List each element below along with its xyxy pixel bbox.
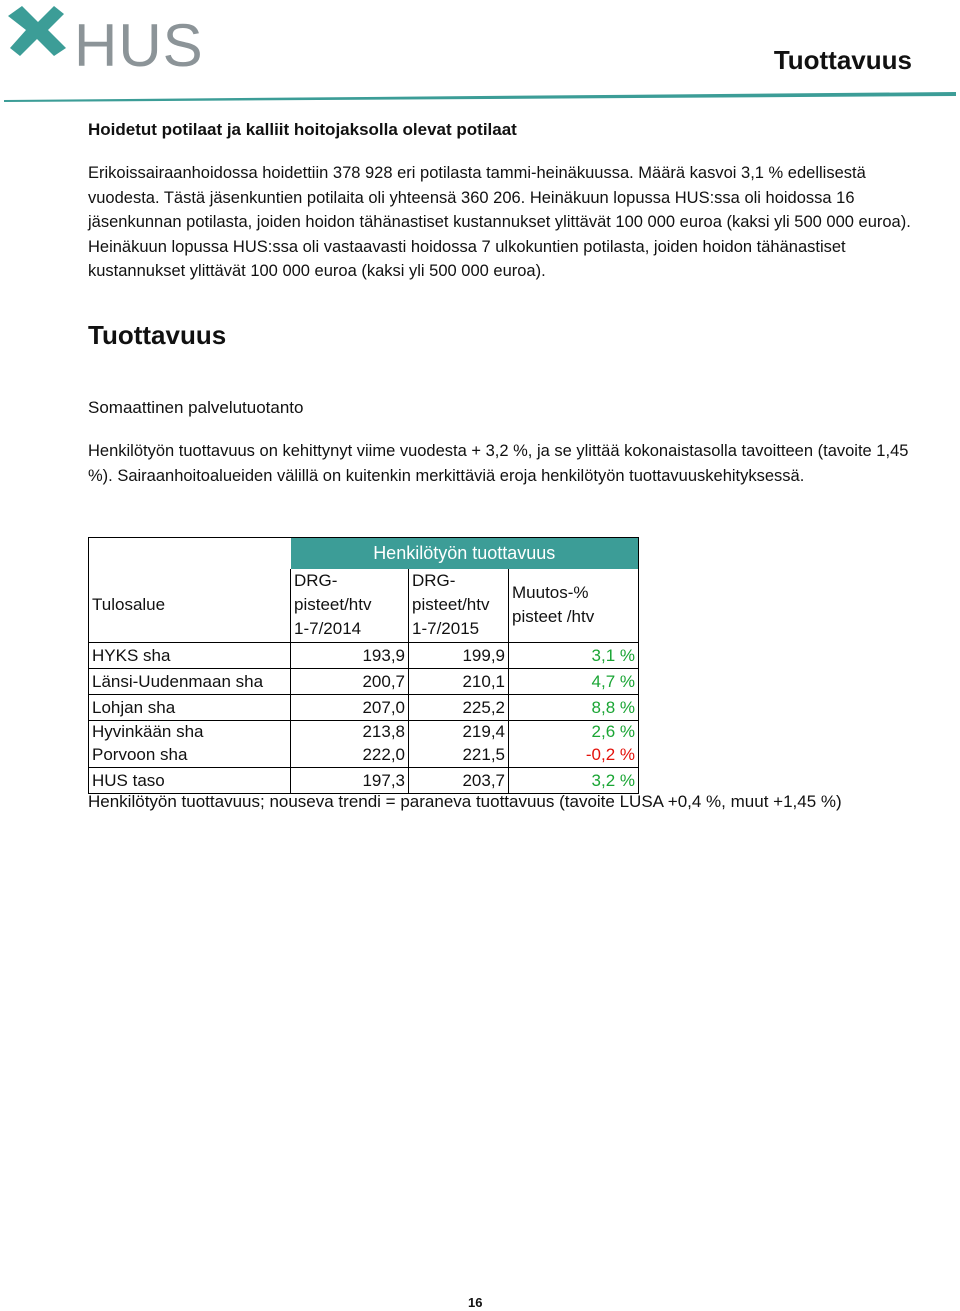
table-row: Porvoon sha 222,0 221,5 -0,2 %: [89, 744, 639, 768]
productivity-paragraph: Henkilötyön tuottavuus on kehittynyt viime vuodesta + 3,2 %, ja se ylittää kokonaistasolla tavoitteen (tavoite 1,45 %). Sairaanhoitoalueiden välillä on kuitenkin merkittäviä eroja henkilötyön tuottavuuskehityksessä.: [88, 442, 909, 485]
productivity-heading: Tuottavuus: [88, 320, 227, 350]
productivity-table: [88, 537, 639, 794]
table-row: Hyvinkään sha 213,8 219,4 2,6 %: [89, 721, 639, 744]
col-header-2014: DRG- pisteet/htv 1-7/2014: [291, 569, 409, 643]
section-heading-patients: Hoidetut potilaat ja kalliit hoitojaksolla olevat potilaat: [88, 120, 517, 139]
table-total-row: HUS taso 197,3 203,7 3,2 %: [89, 768, 639, 794]
col-header-area: Tulosalue: [89, 569, 291, 643]
header-title: Tuottavuus: [773, 45, 912, 75]
hus-cross-logo-icon: [4, 2, 74, 62]
logo-text: HUS: [74, 12, 204, 79]
table-row: Lohjan sha 207,0 225,2 8,8 %: [89, 695, 639, 721]
productivity-subheading: Somaattinen palvelutuotanto: [88, 398, 304, 417]
table-footnote: Henkilötyön tuottavuus; nouseva trendi = paraneva tuottavuus (tavoite LUSA +0,4 %, muut +1,45 %): [88, 792, 842, 811]
header-divider: [4, 92, 956, 102]
table-row: Länsi-Uudenmaan sha 200,7 210,1 4,7 %: [89, 669, 639, 695]
col-header-change: Muutos-% pisteet /htv: [509, 569, 639, 643]
page-number: 16: [468, 1295, 483, 1310]
table-group-header: Henkilötyön tuottavuus: [291, 538, 639, 569]
table-row: HYKS sha 193,9 199,9 3,1 %: [89, 643, 639, 669]
patients-paragraph: Erikoissairaanhoidossa hoidettiin 378 928 eri potilasta tammi-heinäkuussa. Määrä kasvoi 3,1 % edellisestä vuodesta. Tästä jäsenkuntien potilaita oli yhteensä 360 206. Heinäkuun lopussa HUS:ssa oli hoidossa 16 jäsenkunnan potilasta, joiden hoidon tähänastiset kustannukset ylittävät 100 000 euroa (kaksi yli 500 000 euroa). Heinäkuun lopussa HUS:ssa oli vastaavasti hoidossa 7 ulkokuntien potilasta, joiden hoidon tähänastiset kustannukset ylittävät 100 000 euroa (kaksi yli 500 000 euroa).: [88, 164, 911, 280]
hus-logo: [4, 2, 204, 80]
col-header-2015: DRG- pisteet/htv 1-7/2015: [409, 569, 509, 643]
